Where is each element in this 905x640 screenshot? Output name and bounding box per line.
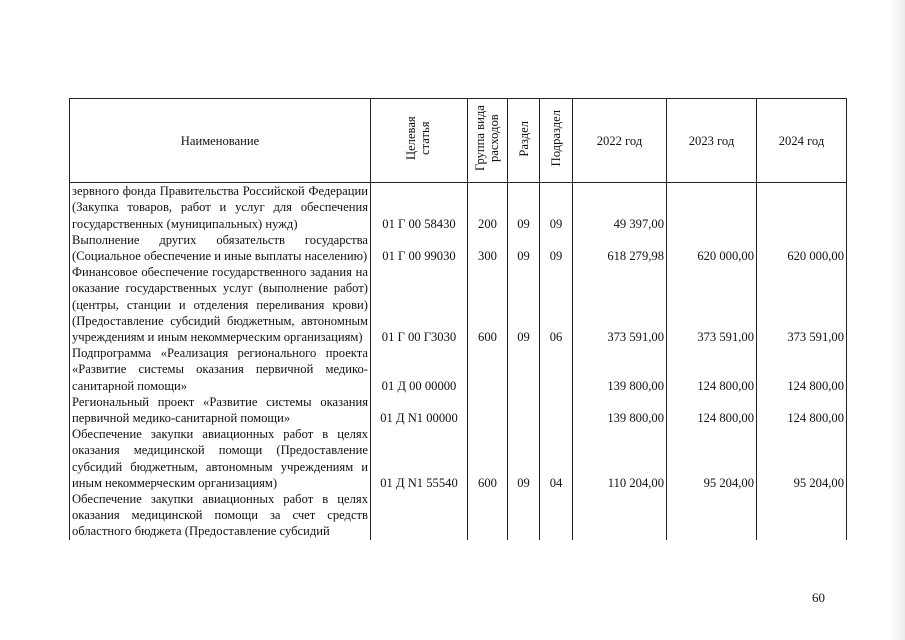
row-name: Региональный проект «Развитие системы оказания первичной медико-санитарной помощи» (70, 394, 371, 426)
row-2022 (573, 491, 667, 540)
header-group-label: Группа вида расходов (472, 105, 501, 172)
row-2023: 124 800,00 (667, 345, 757, 394)
page-edge-shadow (889, 0, 905, 640)
row-2024: 373 591,00 (757, 264, 847, 345)
table-row (70, 426, 847, 491)
row-2024: 124 800,00 (757, 394, 847, 426)
row-name: Финансовое обеспечение государственного задания на оказание государственных услуг (выполнение работ) (центры, станции и отделения переливания крови) (Предоставление субсидий бюджетным, автономным учреждениям и иным некоммерческим организациям) (70, 264, 371, 345)
row-2022: 618 279,98 (573, 232, 667, 264)
table-row (70, 264, 847, 345)
row-subsection (540, 394, 573, 426)
row-2022: 373 591,00 (573, 264, 667, 345)
row-2022: 139 800,00 (573, 394, 667, 426)
header-2024: 2024 год (757, 99, 847, 183)
row-2022: 110 204,00 (573, 426, 667, 491)
row-2024 (757, 183, 847, 232)
table-row (70, 394, 847, 426)
header-name: Наименование (70, 99, 371, 183)
row-target: 01 Д N1 55540 (371, 426, 468, 491)
row-2023: 620 000,00 (667, 232, 757, 264)
row-target: 01 Д 00 00000 (371, 345, 468, 394)
table-header-row (70, 99, 847, 183)
row-2024: 95 204,00 (757, 426, 847, 491)
row-2023: 373 591,00 (667, 264, 757, 345)
row-target: 01 Г 00 Г3030 (371, 264, 468, 345)
header-target-label: Целевая статья (404, 116, 432, 161)
row-target: 01 Г 00 58430 (371, 183, 468, 232)
row-subsection: 06 (540, 264, 573, 345)
header-2022: 2022 год (573, 99, 667, 183)
header-target (371, 99, 468, 183)
row-2023: 124 800,00 (667, 394, 757, 426)
row-name: зервного фонда Правительства Российской Федерации (Закупка товаров, работ и услуг для обеспечения государственных (муниципальных) нужд) (70, 183, 371, 232)
row-group: 600 (468, 426, 508, 491)
row-section: 09 (508, 232, 540, 264)
row-subsection: 09 (540, 183, 573, 232)
row-2022: 139 800,00 (573, 345, 667, 394)
table-row (70, 491, 847, 540)
row-section: 09 (508, 183, 540, 232)
row-group: 300 (468, 232, 508, 264)
table-row (70, 183, 847, 232)
header-section (508, 99, 540, 183)
row-group (468, 345, 508, 394)
row-section (508, 345, 540, 394)
row-name: Подпрограмма «Реализация регионального проекта «Развитие системы оказания первичной медико-санитарной помощи» (70, 345, 371, 394)
row-name: Выполнение других обязательств государства (Социальное обеспечение и иные выплаты населению) (70, 232, 371, 264)
row-section (508, 394, 540, 426)
table-row (70, 345, 847, 394)
row-2023 (667, 183, 757, 232)
row-target (371, 491, 468, 540)
row-2024: 124 800,00 (757, 345, 847, 394)
table-row (70, 232, 847, 264)
row-name: Обеспечение закупки авиационных работ в целях оказания медицинской помощи за счет средств областного бюджета (Предоставление субсидий (70, 491, 371, 540)
page-number: 60 (812, 590, 825, 605)
row-2024 (757, 491, 847, 540)
row-group: 600 (468, 264, 508, 345)
header-subsection (540, 99, 573, 183)
header-group (468, 99, 508, 183)
row-2023 (667, 491, 757, 540)
row-subsection (540, 345, 573, 394)
row-section (508, 491, 540, 540)
row-2024: 620 000,00 (757, 232, 847, 264)
row-2023: 95 204,00 (667, 426, 757, 491)
row-group (468, 394, 508, 426)
row-target: 01 Г 00 99030 (371, 232, 468, 264)
row-group (468, 491, 508, 540)
header-section-label: Раздел (516, 120, 531, 157)
row-section: 09 (508, 264, 540, 345)
row-target: 01 Д N1 00000 (371, 394, 468, 426)
row-2022: 49 397,00 (573, 183, 667, 232)
row-subsection: 09 (540, 232, 573, 264)
row-group: 200 (468, 183, 508, 232)
row-subsection (540, 491, 573, 540)
budget-table (69, 98, 847, 540)
header-subsection-label: Подраздел (549, 110, 563, 167)
header-2023: 2023 год (667, 99, 757, 183)
row-section: 09 (508, 426, 540, 491)
row-subsection: 04 (540, 426, 573, 491)
row-name: Обеспечение закупки авиационных работ в целях оказания медицинской помощи (Предоставление субсидий бюджетным, автономным учреждениям и иным некоммерческим организациям) (70, 426, 371, 491)
